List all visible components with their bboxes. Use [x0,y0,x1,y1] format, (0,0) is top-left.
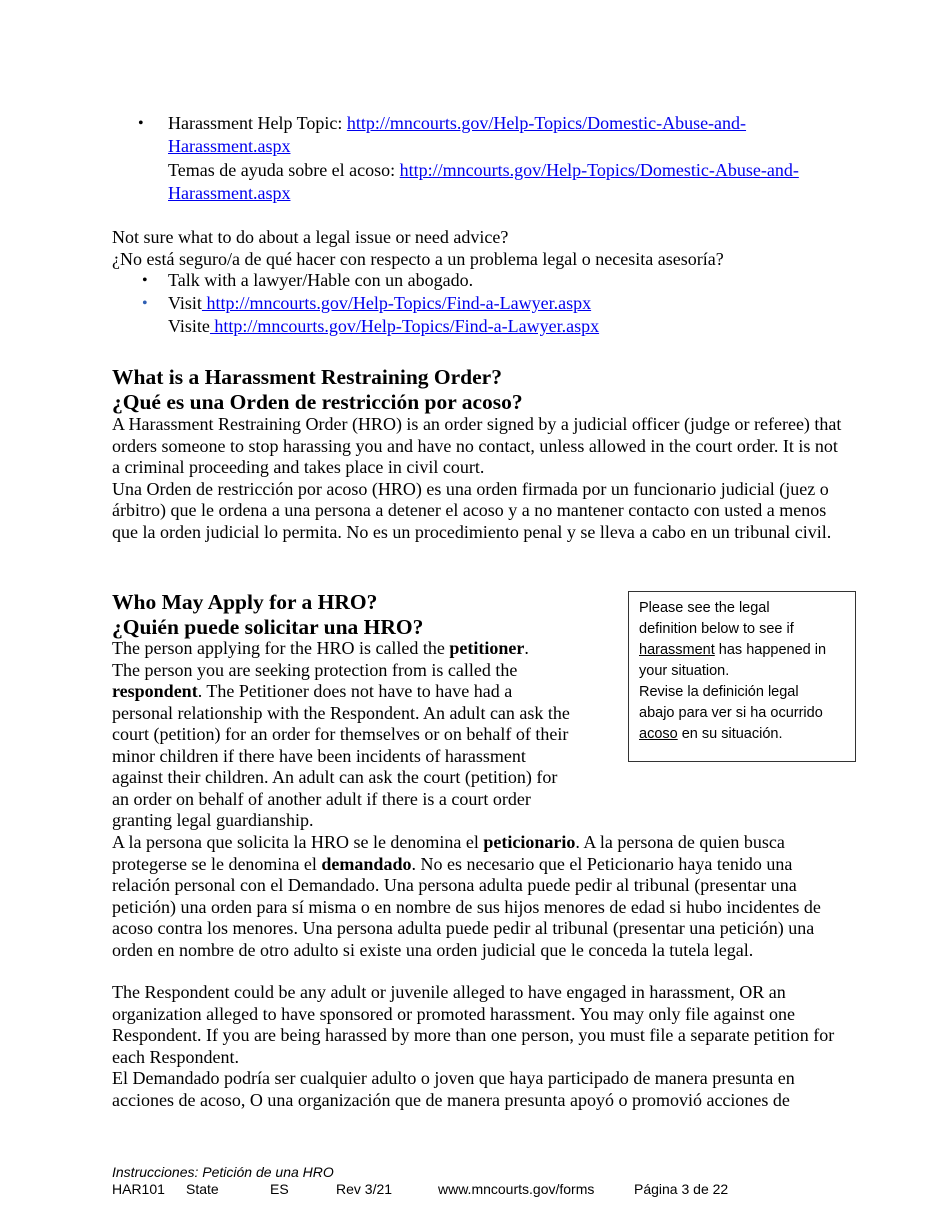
help-topic-link[interactable]: http://mncourts.gov/Help-Topics/Domestic-Abuse-and- [346,113,747,133]
who-may-heading-en: Who May Apply for a HRO? [112,590,378,614]
bullet-marker: • [138,115,144,132]
respondent-body-es: El Demandado podría ser cualquier adulto o joven que haya participado de manera presunta en acciones de acoso, O una organización que de manera presunta apoyó o promovió acciones de [112,1068,795,1110]
help-topic-label: Harassment Help Topic: [168,113,347,133]
visite-line [168,316,599,338]
help-topic-link-cont[interactable]: Harassment.aspx [168,136,291,156]
what-is-heading-en: What is a Harassment Restraining Order? [112,365,502,389]
advice-question-en: Not sure what to do about a legal issue or need advice? [112,227,509,247]
find-lawyer-link[interactable]: http://mncourts.gov/Help-Topics/Find-a-Lawyer.aspx [201,293,592,313]
harassment-link[interactable]: harassment [639,642,715,658]
acoso-link[interactable]: acoso [639,726,678,742]
footer-title: Instrucciones: Petición de una HRO [112,1164,334,1180]
visite-label: Visite [168,316,210,336]
what-is-heading-es: ¿Qué es una Orden de restricción por acoso? [112,390,523,414]
footer-form-id: HAR101 [112,1181,165,1197]
temas-link-cont[interactable]: Harassment.aspx [168,183,291,203]
respondent-section [112,982,842,1111]
what-is-body [112,414,842,543]
footer-rev: Rev 3/21 [336,1181,393,1197]
footer-page: Página 3 de 22 [634,1181,729,1197]
respondent-body-en: The Respondent could be any adult or juvenile alleged to have engaged in harassment, OR an organization alleged to have sponsored or promoted harassment. You may only file against one Respondent. If you are being harassed by more than one person, you must file a separate petition for each Respondent. [112,982,835,1067]
temas-line [168,160,799,182]
footer-site: www.mncourts.gov/forms [438,1181,595,1197]
who-may-heading-es: ¿Quién puede solicitar una HRO? [112,615,424,639]
who-may-body-en: The person applying for the HRO is called the petitioner. The person you are seeking protection from is called the respondent. The Petitioner does not have to have had a personal relationship with the Respondent. An adult can ask the court (petition) for an order for themselves or on behalf of their minor children if there have been incidents of harassment against their children. An adult can ask the court (petition) for an order on behalf of another adult if there is a court order granting legal guardianship. [112,638,570,830]
footer-state: State [186,1181,219,1197]
what-is-body-en: A Harassment Restraining Order (HRO) is an order signed by a judicial officer (judge or referee) that orders someone to stop harassing you and have no contact, unless allowed in the court order. It is not a criminal proceeding and takes place in civil court. [112,414,842,477]
temas-label: Temas de ayuda sobre el acoso: [168,160,400,180]
visit-label: Visit [168,293,202,313]
talk-lawyer: Talk with a lawyer/Hable con un abogado. [168,270,474,290]
temas-link[interactable]: http://mncourts.gov/Help-Topics/Domestic-Abuse-and- [399,160,799,180]
footer-meta [112,1181,812,1199]
bullet-marker: • [142,295,148,312]
find-lawyer-link-es[interactable]: http://mncourts.gov/Help-Topics/Find-a-Lawyer.aspx [209,316,600,336]
footer-lang: ES [270,1181,289,1197]
harassment-definition-note: Please see the legal definition below to see if harassment has happened in your situation. Revise la definición legal abajo para ver si ha ocurrido acoso en su situación. [628,591,856,762]
visit-line [168,293,591,315]
bullet-marker: • [142,272,148,289]
who-may-body-es: A la persona que solicita la HRO se le denomina el peticionario. A la persona de quien busca protegerse se le denomina el demandado. No es necesario que el Peticionario haya tenido una relación personal con el Demandado. Una persona adulta puede pedir al tribunal (presentar una petición) una orden para sí misma o en nombre de sus hijos menores de edad si hubo incidentes de acoso contra los menores. Una persona adulta puede pedir al tribunal (presentar una petición) una orden en nombre de otro adulto si existe una orden judicial que le conceda la tutela legal. [112,832,821,960]
advice-question-es: ¿No está seguro/a de qué hacer con respecto a un problema legal o necesita asesoría? [112,249,724,269]
what-is-body-es: Una Orden de restricción por acoso (HRO) es una orden firmada por un funcionario judicial (juez o árbitro) que le ordena a una persona a detener el acoso y a no mantener contacto con usted a menos que la orden judicial lo permita. No es un procedimiento penal y se lleva a cabo en un tribunal civil. [112,478,832,542]
help-topic-line [168,113,746,135]
